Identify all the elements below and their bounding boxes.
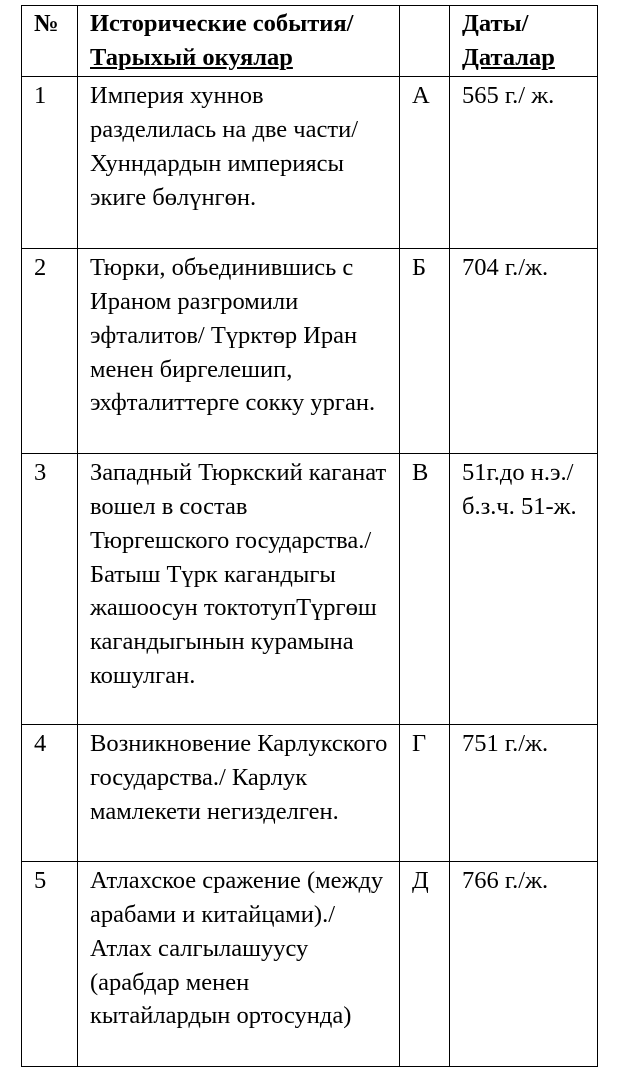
table-header-row bbox=[22, 6, 598, 77]
row-event: Тюрки, объединившись с Ираном разгромили эфталитов/ Түрктөр Иран менен биргелешип, эхфталиттерге сокку урган. bbox=[78, 249, 400, 454]
row-number: 5 bbox=[22, 862, 78, 1067]
row-number: 4 bbox=[22, 725, 78, 862]
row-event: Возникновение Карлукского государства./ Карлук мамлекети негизделген. bbox=[78, 725, 400, 862]
table-row bbox=[22, 249, 598, 454]
header-number bbox=[22, 6, 78, 77]
row-event: Западный Тюркский каганат вошел в состав Тюргешского государства./ Батыш Түрк кагандыгы жашоосун токтотупТүргөш кагандыгынын курамына кошулган. bbox=[78, 454, 400, 725]
row-number: 1 bbox=[22, 77, 78, 249]
row-letter: Б bbox=[400, 249, 450, 454]
header-events bbox=[78, 6, 400, 77]
row-event: Атлахское сражение (между арабами и китайцами)./ Атлах салгылашуусу (арабдар менен кытайлардын ортосунда) bbox=[78, 862, 400, 1067]
row-date: 751 г./ж. bbox=[450, 725, 598, 862]
table-row bbox=[22, 725, 598, 862]
row-date: 766 г./ж. bbox=[450, 862, 598, 1067]
row-letter: Д bbox=[400, 862, 450, 1067]
header-dates bbox=[450, 6, 598, 77]
row-date: 704 г./ж. bbox=[450, 249, 598, 454]
row-event: Империя хуннов разделилась на две части/Хунндардын империясы экиге бөлүнгөн. bbox=[78, 77, 400, 249]
row-date: 565 г./ ж. bbox=[450, 77, 598, 249]
row-date: 51г.до н.э./б.з.ч. 51-ж. bbox=[450, 454, 598, 725]
header-events-ru: Исторические события/ bbox=[90, 10, 354, 37]
row-number: 2 bbox=[22, 249, 78, 454]
header-dates-ky: Даталар bbox=[462, 43, 555, 71]
row-number: 3 bbox=[22, 454, 78, 725]
events-table bbox=[21, 5, 598, 1067]
row-letter: А bbox=[400, 77, 450, 249]
header-letter bbox=[400, 6, 450, 77]
table-row bbox=[22, 454, 598, 725]
row-letter: Г bbox=[400, 725, 450, 862]
table-row bbox=[22, 77, 598, 249]
header-number-label: № bbox=[34, 10, 59, 37]
header-dates-ru: Даты/ bbox=[462, 10, 529, 37]
table-row bbox=[22, 862, 598, 1067]
row-letter: В bbox=[400, 454, 450, 725]
header-events-ky: Тарыхый окуялар bbox=[90, 43, 293, 71]
